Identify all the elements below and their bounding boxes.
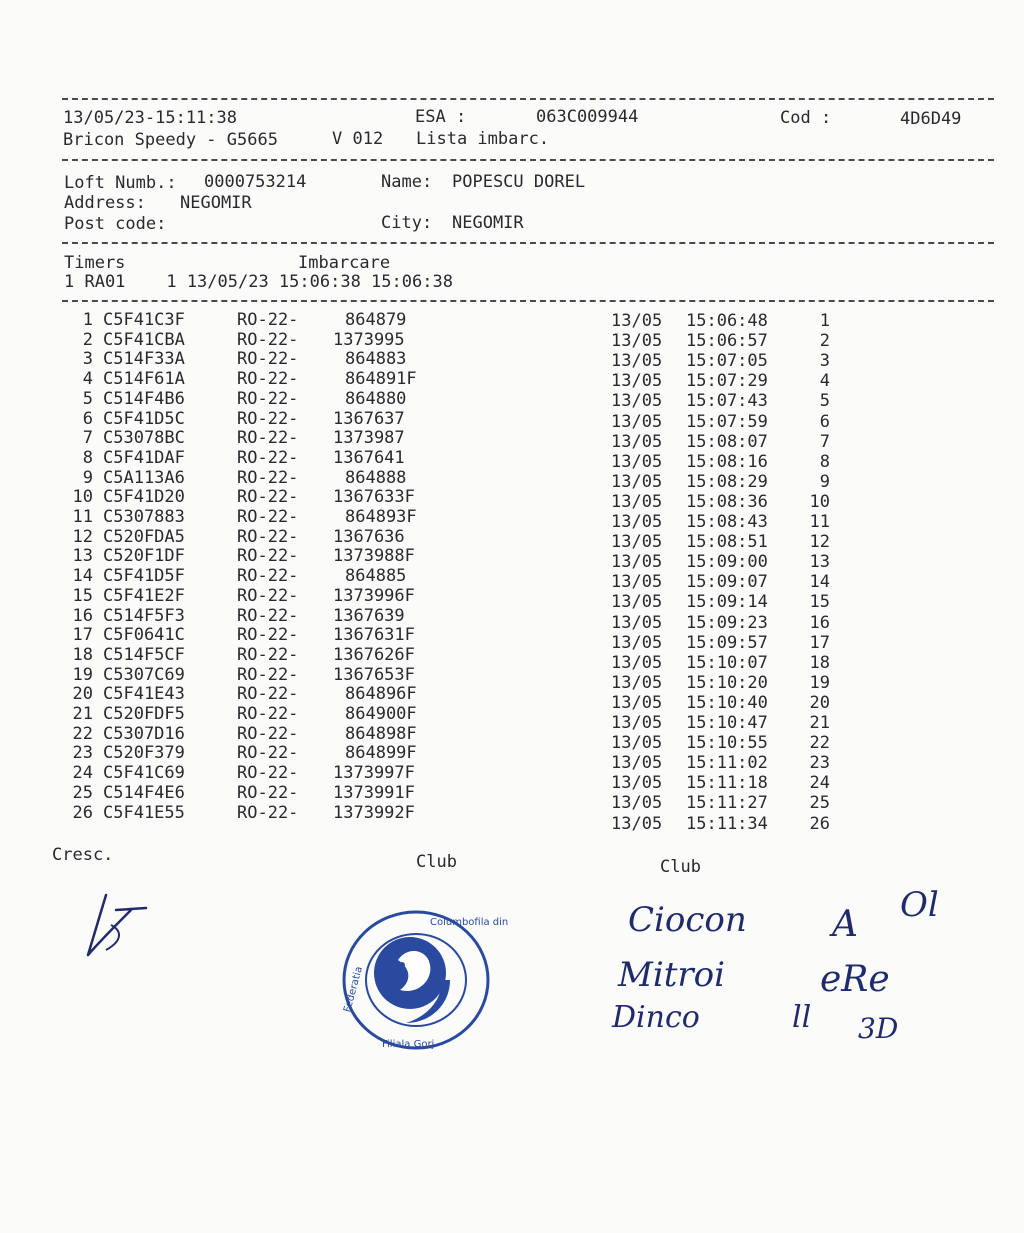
table-row-time bbox=[0, 311, 1024, 331]
arrival-order: 2 bbox=[819, 331, 830, 352]
arrival-time: 15:08:29 bbox=[686, 471, 768, 492]
arrival-order: 10 bbox=[809, 491, 830, 512]
arrival-order: 5 bbox=[819, 391, 830, 412]
chip-id: C520FDA5 bbox=[103, 526, 185, 547]
ring-number: 1367636 bbox=[333, 526, 405, 547]
ring-number: 1367637 bbox=[333, 408, 405, 429]
row-index: 10 bbox=[72, 487, 93, 508]
arrival-date: 13/05 bbox=[611, 773, 663, 794]
arrival-time: 15:09:07 bbox=[686, 572, 768, 593]
ring-number: 1367631F bbox=[333, 625, 415, 646]
arrival-date: 13/05 bbox=[611, 652, 663, 673]
stamp-text-left: Federatia bbox=[342, 965, 365, 1014]
arrival-time: 15:09:57 bbox=[686, 632, 768, 653]
arrival-order: 7 bbox=[819, 431, 830, 452]
ring-number: 1367639 bbox=[333, 605, 405, 626]
separator-line bbox=[62, 159, 994, 161]
ring-prefix: RO-22- bbox=[237, 585, 299, 606]
chip-id: C5F41E2F bbox=[103, 585, 185, 606]
loft-label: Loft Numb.: bbox=[64, 173, 177, 193]
ring-prefix: RO-22- bbox=[237, 625, 299, 646]
arrival-time: 15:10:20 bbox=[686, 672, 768, 693]
arrival-date: 13/05 bbox=[611, 592, 663, 613]
ring-number: 864888 bbox=[345, 467, 407, 488]
ring-number: 864898F bbox=[345, 723, 417, 744]
arrival-time: 15:08:07 bbox=[686, 431, 768, 452]
handwritten-name-1: Ciocon bbox=[628, 900, 747, 940]
ring-prefix: RO-22- bbox=[237, 723, 299, 744]
club-label-2: Club bbox=[660, 857, 701, 877]
handwritten-mark-1: A bbox=[832, 904, 858, 945]
chip-id: C5F41E43 bbox=[103, 684, 185, 705]
ring-prefix: RO-22- bbox=[237, 369, 299, 390]
arrival-order: 21 bbox=[809, 713, 830, 733]
arrival-date: 13/05 bbox=[611, 753, 663, 774]
chip-id: C514F5CF bbox=[103, 644, 185, 665]
handwritten-name-2: Mitroi bbox=[618, 955, 725, 995]
arrival-date: 13/05 bbox=[611, 532, 663, 553]
ring-number: 1373987 bbox=[333, 428, 405, 449]
ring-number: 864879 bbox=[345, 310, 407, 330]
arrival-date: 13/05 bbox=[611, 612, 663, 633]
arrival-time: 15:11:27 bbox=[686, 793, 768, 814]
arrival-order: 17 bbox=[809, 632, 830, 653]
ring-prefix: RO-22- bbox=[237, 605, 299, 626]
ring-number: 864893F bbox=[345, 507, 417, 527]
arrival-date: 13/05 bbox=[611, 552, 663, 573]
address-label: Address: bbox=[64, 193, 146, 213]
club-stamp bbox=[338, 905, 509, 1055]
chip-id: C514F4B6 bbox=[103, 388, 185, 409]
chip-id: C5F41E55 bbox=[103, 802, 185, 823]
ring-number: 1367641 bbox=[333, 447, 405, 468]
arrival-date: 13/05 bbox=[611, 672, 663, 693]
arrival-date: 13/05 bbox=[611, 572, 663, 593]
chip-id: C514F33A bbox=[103, 349, 185, 370]
ring-prefix: RO-22- bbox=[237, 447, 299, 468]
row-index: 24 bbox=[72, 763, 93, 784]
ring-prefix: RO-22- bbox=[237, 644, 299, 665]
row-index: 9 bbox=[82, 467, 93, 488]
chip-id: C5F41DAF bbox=[103, 447, 185, 468]
chip-id: C514F4E6 bbox=[103, 782, 185, 803]
chip-id: C5A113A6 bbox=[103, 467, 185, 488]
arrival-date: 13/05 bbox=[611, 471, 663, 492]
chip-id: C5307D16 bbox=[103, 723, 185, 744]
arrival-order: 15 bbox=[809, 592, 830, 613]
ring-number: 864896F bbox=[345, 684, 417, 705]
print-datetime: 13/05/23-15:11:38 bbox=[63, 108, 237, 128]
ring-prefix: RO-22- bbox=[237, 566, 299, 587]
ring-number: 1373995 bbox=[333, 329, 405, 350]
ring-number: 864883 bbox=[345, 349, 407, 370]
arrival-date: 13/05 bbox=[611, 692, 663, 713]
embark-label: Imbarcare bbox=[298, 253, 391, 273]
row-index: 2 bbox=[82, 329, 93, 350]
row-index: 21 bbox=[72, 704, 93, 724]
ring-number: 1367626F bbox=[333, 644, 415, 665]
row-index: 14 bbox=[72, 566, 93, 587]
arrival-time: 15:10:55 bbox=[686, 733, 768, 754]
arrival-order: 8 bbox=[819, 451, 830, 472]
stamp-text-top: Columbofila din bbox=[430, 917, 509, 928]
table-row-time bbox=[0, 814, 1024, 834]
ring-number: 864880 bbox=[345, 388, 407, 409]
arrival-time: 15:11:18 bbox=[686, 773, 768, 794]
arrival-time: 15:10:47 bbox=[686, 713, 768, 733]
breeder-label: Cresc. bbox=[52, 845, 114, 865]
ring-number: 1373996F bbox=[333, 585, 415, 606]
arrival-date: 13/05 bbox=[611, 713, 663, 733]
timer-entry: 1 RA01 1 13/05/23 15:06:38 15:06:38 bbox=[64, 272, 453, 292]
loft-value: 0000753214 bbox=[204, 172, 307, 192]
ring-prefix: RO-22- bbox=[237, 664, 299, 685]
arrival-time: 15:10:07 bbox=[686, 652, 768, 673]
arrival-date: 13/05 bbox=[611, 793, 663, 814]
row-index: 25 bbox=[72, 782, 93, 803]
row-index: 4 bbox=[82, 369, 93, 390]
arrival-time: 15:06:48 bbox=[686, 311, 768, 331]
ring-number: 1367653F bbox=[333, 664, 415, 685]
row-index: 12 bbox=[72, 526, 93, 547]
arrival-order: 3 bbox=[819, 351, 830, 372]
chip-id: C514F5F3 bbox=[103, 605, 185, 626]
arrival-order: 13 bbox=[809, 552, 830, 573]
chip-id: C5307883 bbox=[103, 507, 185, 527]
ring-prefix: RO-22- bbox=[237, 546, 299, 567]
ring-prefix: RO-22- bbox=[237, 329, 299, 350]
ring-prefix: RO-22- bbox=[237, 802, 299, 823]
ring-number: 1373991F bbox=[333, 782, 415, 803]
timers-label: Timers bbox=[64, 253, 126, 273]
row-index: 5 bbox=[82, 388, 93, 409]
ring-prefix: RO-22- bbox=[237, 487, 299, 508]
arrival-order: 14 bbox=[809, 572, 830, 593]
row-index: 18 bbox=[72, 644, 93, 665]
row-index: 6 bbox=[82, 408, 93, 429]
device-name: Bricon Speedy - G5665 bbox=[63, 130, 278, 150]
handwritten-name-3: Dinco bbox=[612, 1000, 700, 1035]
arrival-date: 13/05 bbox=[611, 411, 663, 432]
city-value: NEGOMIR bbox=[452, 213, 524, 233]
handwritten-signature-1: Ol bbox=[900, 885, 939, 925]
name-value: POPESCU DOREL bbox=[452, 172, 586, 192]
arrival-time: 15:08:43 bbox=[686, 512, 768, 532]
arrival-order: 1 bbox=[819, 311, 830, 331]
arrival-order: 4 bbox=[819, 371, 830, 392]
arrival-time: 15:07:05 bbox=[686, 351, 768, 372]
chip-id: C5F41D20 bbox=[103, 487, 185, 508]
address-value: NEGOMIR bbox=[180, 193, 252, 213]
separator-line bbox=[62, 98, 994, 100]
chip-id: C5307C69 bbox=[103, 664, 185, 685]
arrival-date: 13/05 bbox=[611, 451, 663, 472]
arrival-date: 13/05 bbox=[611, 311, 663, 331]
chip-id: C520F1DF bbox=[103, 546, 185, 567]
arrival-date: 13/05 bbox=[611, 351, 663, 372]
arrival-order: 16 bbox=[809, 612, 830, 633]
arrival-order: 26 bbox=[809, 813, 830, 834]
arrival-time: 15:10:40 bbox=[686, 692, 768, 713]
ring-prefix: RO-22- bbox=[237, 526, 299, 547]
row-index: 7 bbox=[82, 428, 93, 449]
ring-prefix: RO-22- bbox=[237, 704, 299, 724]
arrival-date: 13/05 bbox=[611, 491, 663, 512]
arrival-order: 9 bbox=[819, 471, 830, 492]
arrival-order: 20 bbox=[809, 692, 830, 713]
ring-number: 1373988F bbox=[333, 546, 415, 567]
arrival-time: 15:09:23 bbox=[686, 612, 768, 633]
arrival-order: 11 bbox=[809, 512, 830, 532]
ring-prefix: RO-22- bbox=[237, 349, 299, 370]
chip-id: C514F61A bbox=[103, 369, 185, 390]
ring-number: 864899F bbox=[345, 743, 417, 764]
arrival-date: 13/05 bbox=[611, 733, 663, 754]
row-index: 15 bbox=[72, 585, 93, 606]
arrival-date: 13/05 bbox=[611, 331, 663, 352]
ring-number: 1373992F bbox=[333, 802, 415, 823]
chip-id: C5F41CBA bbox=[103, 329, 185, 350]
breeder-signature bbox=[76, 880, 156, 970]
chip-id: C520FDF5 bbox=[103, 704, 185, 724]
cod-label: Cod : bbox=[780, 108, 832, 128]
ring-number: 1373997F bbox=[333, 763, 415, 784]
row-index: 23 bbox=[72, 743, 93, 764]
separator-line bbox=[62, 300, 994, 302]
device-version: V 012 bbox=[332, 129, 384, 149]
arrival-date: 13/05 bbox=[611, 391, 663, 412]
ring-number: 864885 bbox=[345, 566, 407, 587]
ring-prefix: RO-22- bbox=[237, 428, 299, 449]
chip-id: C5F41C69 bbox=[103, 763, 185, 784]
arrival-time: 15:08:36 bbox=[686, 491, 768, 512]
arrival-time: 15:09:00 bbox=[686, 552, 768, 573]
arrival-time: 15:06:57 bbox=[686, 331, 768, 352]
arrival-time: 15:11:02 bbox=[686, 753, 768, 774]
arrival-order: 6 bbox=[819, 411, 830, 432]
club-label: Club bbox=[416, 852, 457, 872]
row-index: 16 bbox=[72, 605, 93, 626]
cod-value: 4D6D49 bbox=[900, 109, 962, 129]
esa-value: 063C009944 bbox=[536, 107, 639, 127]
chip-id: C5F41D5F bbox=[103, 566, 185, 587]
row-index: 1 bbox=[82, 310, 93, 330]
row-index: 20 bbox=[72, 684, 93, 705]
chip-id: C5F41C3F bbox=[103, 310, 185, 330]
arrival-time: 15:09:14 bbox=[686, 592, 768, 613]
ring-number: 1367633F bbox=[333, 487, 415, 508]
arrival-time: 15:08:16 bbox=[686, 451, 768, 472]
ring-prefix: RO-22- bbox=[237, 310, 299, 330]
arrival-order: 18 bbox=[809, 652, 830, 673]
chip-id: C520F379 bbox=[103, 743, 185, 764]
ring-prefix: RO-22- bbox=[237, 467, 299, 488]
arrival-order: 22 bbox=[809, 733, 830, 754]
postcode-label: Post code: bbox=[64, 214, 167, 234]
ring-number: 864891F bbox=[345, 369, 417, 390]
arrival-time: 15:07:43 bbox=[686, 391, 768, 412]
arrival-date: 13/05 bbox=[611, 431, 663, 452]
chip-id: C5F41D5C bbox=[103, 408, 185, 429]
arrival-order: 12 bbox=[809, 532, 830, 553]
ring-prefix: RO-22- bbox=[237, 684, 299, 705]
city-label: City: bbox=[381, 213, 433, 233]
arrival-order: 24 bbox=[809, 773, 830, 794]
stamp-text-bottom: Filiala Gorj bbox=[382, 1039, 435, 1050]
arrival-date: 13/05 bbox=[611, 632, 663, 653]
list-title: Lista imbarc. bbox=[416, 129, 550, 149]
row-index: 13 bbox=[72, 546, 93, 567]
separator-line bbox=[62, 242, 994, 244]
handwritten-mark-3: ll bbox=[792, 1000, 812, 1035]
ring-prefix: RO-22- bbox=[237, 782, 299, 803]
arrival-time: 15:11:34 bbox=[686, 813, 768, 834]
arrival-order: 25 bbox=[809, 793, 830, 814]
ring-prefix: RO-22- bbox=[237, 507, 299, 527]
arrival-order: 19 bbox=[809, 672, 830, 693]
table-row-time bbox=[0, 331, 1024, 351]
esa-label: ESA : bbox=[415, 107, 467, 127]
ring-prefix: RO-22- bbox=[237, 743, 299, 764]
row-index: 22 bbox=[72, 723, 93, 744]
row-index: 26 bbox=[72, 802, 93, 823]
row-index: 19 bbox=[72, 664, 93, 685]
row-index: 17 bbox=[72, 625, 93, 646]
arrival-date: 13/05 bbox=[611, 813, 663, 834]
ring-prefix: RO-22- bbox=[237, 388, 299, 409]
arrival-time: 15:07:59 bbox=[686, 411, 768, 432]
row-index: 8 bbox=[82, 447, 93, 468]
handwritten-signature-2: eRe bbox=[820, 959, 890, 1000]
name-label: Name: bbox=[381, 172, 433, 192]
arrival-date: 13/05 bbox=[611, 371, 663, 392]
arrival-time: 15:08:51 bbox=[686, 532, 768, 553]
ring-prefix: RO-22- bbox=[237, 763, 299, 784]
handwritten-number-3: 3D bbox=[858, 1012, 899, 1045]
row-index: 11 bbox=[72, 507, 93, 527]
arrival-time: 15:07:29 bbox=[686, 371, 768, 392]
arrival-date: 13/05 bbox=[611, 512, 663, 532]
chip-id: C53078BC bbox=[103, 428, 185, 449]
arrival-order: 23 bbox=[809, 753, 830, 774]
row-index: 3 bbox=[82, 349, 93, 370]
chip-id: C5F0641C bbox=[103, 625, 185, 646]
ring-number: 864900F bbox=[345, 704, 417, 724]
ring-prefix: RO-22- bbox=[237, 408, 299, 429]
